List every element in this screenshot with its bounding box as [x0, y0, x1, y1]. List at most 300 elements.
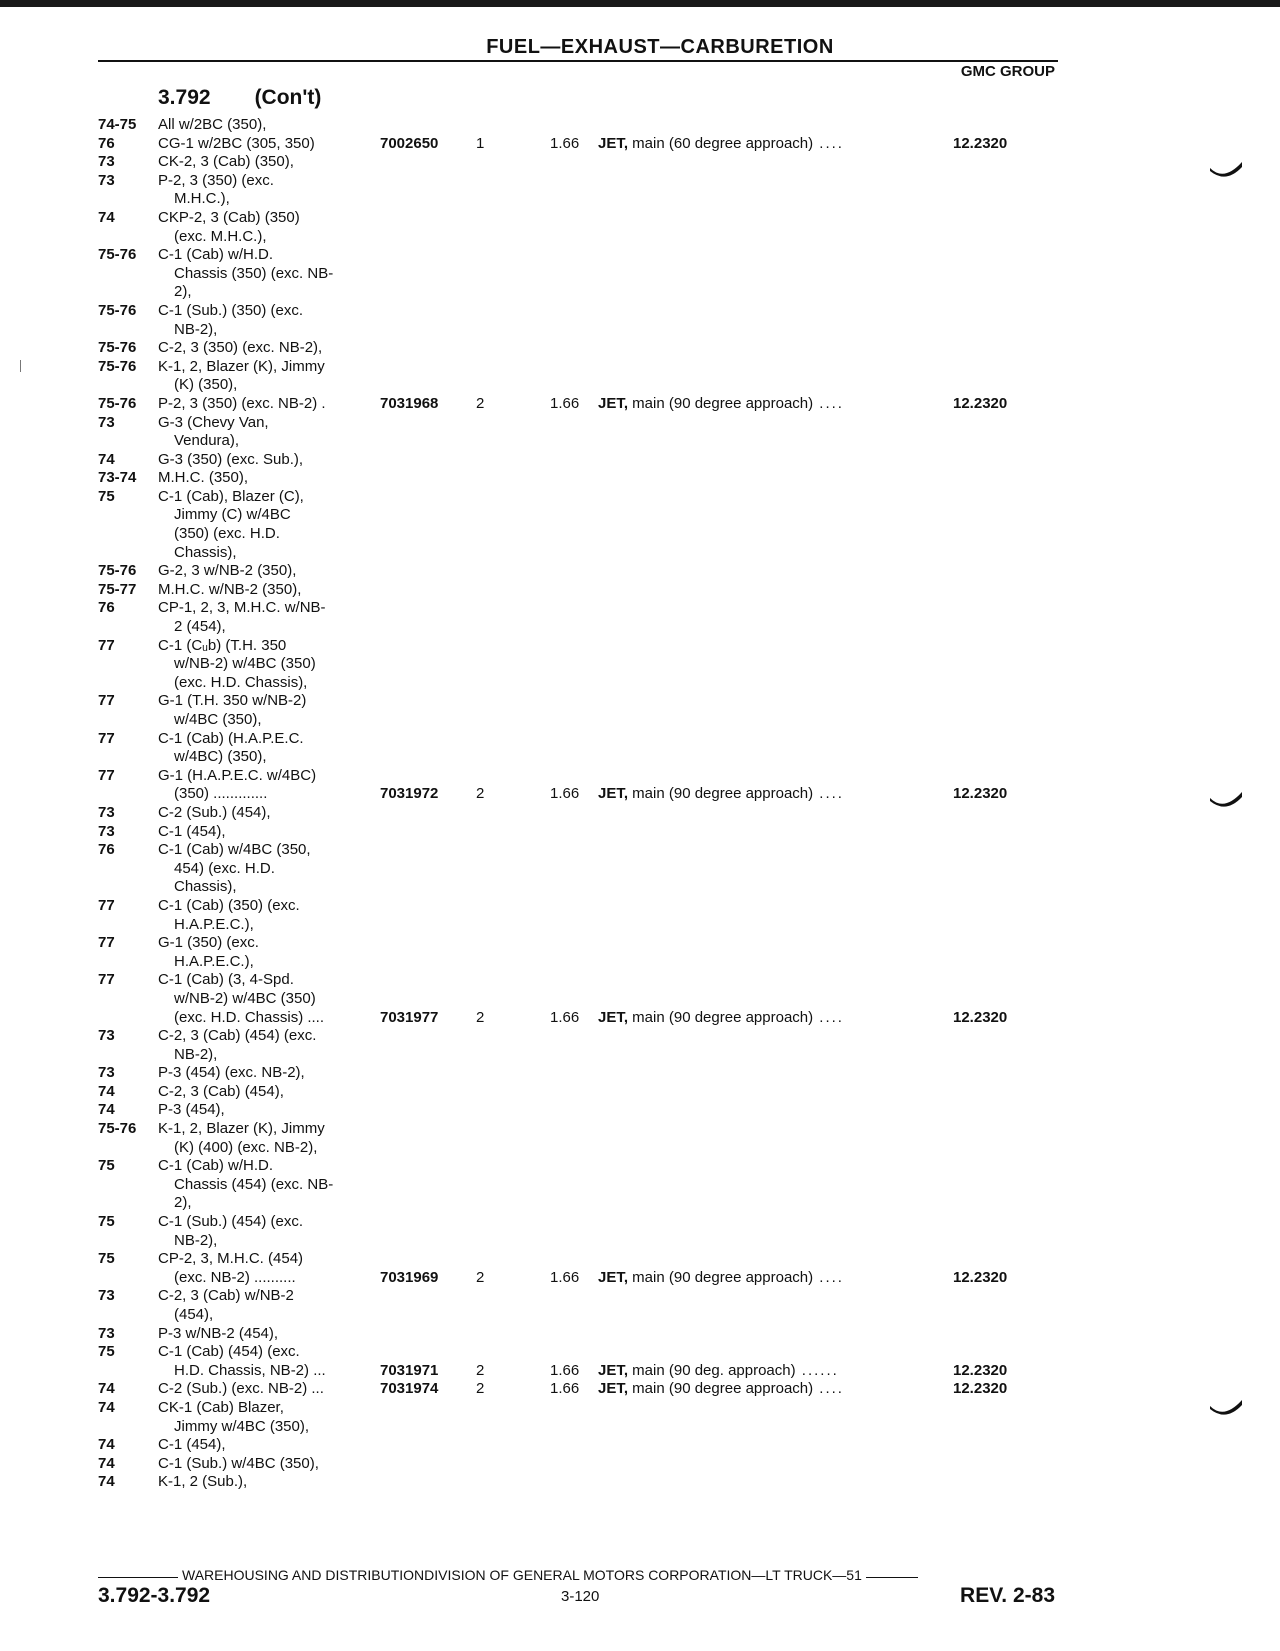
- amount: [550, 451, 598, 470]
- group-column-label: GMC GROUP: [960, 63, 1055, 80]
- quantity: [476, 1455, 550, 1474]
- application-description: [158, 1250, 380, 1287]
- amount: [550, 878, 598, 897]
- group-number: [953, 1436, 1023, 1455]
- group-number: [953, 1046, 1023, 1065]
- model-year: 74: [98, 1398, 115, 1416]
- model-year: 75-76: [98, 246, 137, 264]
- amount: [550, 1455, 598, 1474]
- description-line: H.D. Chassis, NB-2) ...: [174, 1361, 326, 1379]
- table-row: [98, 1399, 1058, 1436]
- model-year: 74: [98, 1436, 115, 1454]
- description-line: (exc. M.H.C.),: [174, 227, 267, 245]
- table-row: [98, 637, 1058, 693]
- part-name: [598, 823, 953, 842]
- part-name: [598, 1009, 953, 1028]
- quantity: 2: [476, 394, 485, 412]
- model-year: 73: [98, 153, 115, 171]
- table-row: [98, 246, 1058, 302]
- amount: [550, 1139, 598, 1158]
- application-description: [158, 897, 380, 934]
- model-year: 73-74: [98, 469, 137, 487]
- description-line: Chassis (454) (exc. NB-: [174, 1175, 334, 1193]
- part-name: [598, 153, 953, 172]
- group-number: 12.2320: [953, 785, 1008, 803]
- amount: [550, 1436, 598, 1455]
- quantity: [476, 1101, 550, 1120]
- amount: [550, 1194, 598, 1213]
- quantity: [476, 804, 550, 823]
- description-line: K-1, 2 (Sub.),: [158, 1473, 248, 1491]
- part-number: [380, 1418, 476, 1437]
- part-number: [380, 153, 476, 172]
- header-rule: [98, 60, 1058, 62]
- part-name: [598, 1418, 953, 1437]
- description-line: CP-1, 2, 3, M.H.C. w/NB-: [158, 599, 326, 617]
- description-line: CG-1 w/2BC (305, 350): [158, 134, 315, 152]
- application-description: [158, 302, 380, 339]
- revision-label: REV. 2-83: [960, 1584, 1055, 1607]
- part-name: [598, 469, 953, 488]
- group-number: [953, 1418, 1023, 1437]
- description-line: NB-2),: [174, 1231, 218, 1249]
- part-name: [598, 1046, 953, 1065]
- model-year: 75-76: [98, 301, 137, 319]
- part-number: [380, 1473, 476, 1492]
- application-description: [158, 730, 380, 767]
- quantity: [476, 562, 550, 581]
- application-description: [158, 1473, 380, 1492]
- part-name: [598, 1362, 953, 1381]
- leader-dots: ....: [813, 394, 844, 412]
- part-name: [598, 711, 953, 730]
- description-line: M.H.C. w/NB-2 (350),: [158, 580, 302, 598]
- part-name-detail: main (90 degree approach): [628, 785, 814, 803]
- continued-label: (Con't): [254, 86, 322, 109]
- description-line: K-1, 2, Blazer (K), Jimmy: [158, 1120, 325, 1138]
- amount: [550, 376, 598, 395]
- amount: [550, 562, 598, 581]
- group-number: [953, 116, 1023, 135]
- quantity: [476, 878, 550, 897]
- description-line: P-3 w/NB-2 (454),: [158, 1324, 279, 1342]
- application-description: [158, 172, 380, 209]
- application-description: [158, 1287, 380, 1324]
- part-name: [598, 1269, 953, 1288]
- table-row: [98, 1120, 1058, 1157]
- model-year: 77: [98, 934, 115, 952]
- description-line: Jimmy w/4BC (350),: [174, 1417, 310, 1435]
- part-name: [598, 1101, 953, 1120]
- group-number: [953, 451, 1023, 470]
- application-description: [158, 1436, 380, 1455]
- part-number: [380, 674, 476, 693]
- amount: [550, 469, 598, 488]
- model-year: 77: [98, 896, 115, 914]
- part-name: [598, 339, 953, 358]
- part-number: [380, 1194, 476, 1213]
- group-number: [953, 228, 1023, 247]
- amount: [550, 1325, 598, 1344]
- table-row: [98, 1455, 1058, 1474]
- model-year: 77: [98, 692, 115, 710]
- amount: [550, 953, 598, 972]
- application-description: [158, 469, 380, 488]
- part-number: [380, 1325, 476, 1344]
- parts-list: [98, 116, 1058, 1492]
- table-row: [98, 1287, 1058, 1324]
- description-line: C-1 (Cab) (3, 4-Spd.: [158, 971, 294, 989]
- application-description: [158, 767, 380, 804]
- part-number: 7031977: [380, 1008, 439, 1026]
- application-description: [158, 1325, 380, 1344]
- description-line: 2 (454),: [174, 618, 226, 636]
- quantity: 2: [476, 1361, 485, 1379]
- description-line: C-2 (Sub.) (454),: [158, 803, 271, 821]
- model-year: 75: [98, 1343, 115, 1361]
- description-line: 454) (exc. H.D.: [174, 859, 275, 877]
- part-name-detail: main (90 degree approach): [628, 1008, 814, 1026]
- model-year: 77: [98, 729, 115, 747]
- application-description: [158, 804, 380, 823]
- group-number: [953, 674, 1023, 693]
- part-name: [598, 562, 953, 581]
- group-number: [953, 153, 1023, 172]
- quantity: 1: [476, 134, 485, 152]
- part-name-detail: main (60 degree approach): [628, 134, 814, 152]
- application-description: [158, 562, 380, 581]
- description-line: w/4BC (350),: [174, 711, 262, 728]
- table-row: [98, 730, 1058, 767]
- group-number: [953, 562, 1023, 581]
- description-line: C-1 (Cab) w/4BC (350,: [158, 841, 311, 859]
- part-name-detail: main (90 deg. approach): [628, 1361, 796, 1379]
- description-line: w/NB-2) w/4BC (350): [174, 655, 316, 673]
- model-year: 76: [98, 841, 115, 859]
- description-line: C-2, 3 (Cab) (454),: [158, 1082, 284, 1100]
- group-number: [953, 1139, 1023, 1158]
- part-name: [598, 228, 953, 247]
- part-name: [598, 1083, 953, 1102]
- table-row: [98, 1473, 1058, 1492]
- amount: [550, 116, 598, 135]
- table-row: [98, 302, 1058, 339]
- part-number: [380, 1436, 476, 1455]
- table-row: [98, 469, 1058, 488]
- amount: [550, 618, 598, 637]
- description-line: Chassis),: [174, 543, 237, 561]
- part-name: [598, 581, 953, 600]
- group-number: [953, 190, 1023, 209]
- application-description: [158, 581, 380, 600]
- quantity: [476, 190, 550, 209]
- part-number: [380, 1046, 476, 1065]
- top-border-rule: [0, 0, 1280, 7]
- application-description: [158, 1380, 380, 1399]
- group-number: [953, 1194, 1023, 1213]
- model-year: 75-76: [98, 1120, 137, 1138]
- description-line: C-2, 3 (Cab) w/NB-2: [158, 1287, 294, 1305]
- table-row: [98, 599, 1058, 636]
- description-line: C-1 (Sub.) w/4BC (350),: [158, 1454, 319, 1472]
- part-name: [598, 916, 953, 935]
- model-year: 77: [98, 766, 115, 784]
- model-year: 74: [98, 1454, 115, 1472]
- part-number: [380, 804, 476, 823]
- description-line: Jimmy (C) w/4BC: [174, 506, 291, 524]
- application-description: [158, 1101, 380, 1120]
- description-line: 2),: [174, 1194, 192, 1212]
- application-description: [158, 637, 380, 693]
- group-number: [953, 1064, 1023, 1083]
- application-description: [158, 209, 380, 246]
- amount: [550, 339, 598, 358]
- part-name-detail: main (90 degree approach): [628, 394, 814, 412]
- model-year: 75-76: [98, 339, 137, 357]
- sub-section-heading: [158, 86, 321, 110]
- amount: [550, 283, 598, 302]
- part-number: [380, 451, 476, 470]
- description-line: C-2, 3 (Cab) (454) (exc.: [158, 1027, 317, 1045]
- group-number: 12.2320: [953, 1380, 1008, 1398]
- description-line: P-3 (454),: [158, 1101, 225, 1119]
- description-line: NB-2),: [174, 320, 218, 338]
- application-description: [158, 1120, 380, 1157]
- part-name: [598, 878, 953, 897]
- group-number: [953, 1232, 1023, 1251]
- description-line: CKP-2, 3 (Cab) (350): [158, 208, 300, 226]
- model-year: 73: [98, 1064, 115, 1082]
- description-line: (exc. H.D. Chassis),: [174, 673, 308, 691]
- group-number: [953, 916, 1023, 935]
- model-year: 73: [98, 1287, 115, 1305]
- part-number: [380, 711, 476, 730]
- description-line: G-3 (Chevy Van,: [158, 413, 269, 431]
- group-number: [953, 283, 1023, 302]
- binder-ring-icon: [1210, 792, 1242, 810]
- table-row: [98, 414, 1058, 451]
- quantity: [476, 544, 550, 563]
- application-description: [158, 451, 380, 470]
- application-description: [158, 246, 380, 302]
- model-year: 74: [98, 1082, 115, 1100]
- description-line: CK-2, 3 (Cab) (350),: [158, 153, 294, 171]
- quantity: [476, 1473, 550, 1492]
- part-number: [380, 116, 476, 135]
- part-number: [380, 878, 476, 897]
- model-year: 75-76: [98, 562, 137, 580]
- table-row: [98, 153, 1058, 172]
- section-title: FUEL—EXHAUST—CARBURETION: [486, 36, 834, 58]
- application-description: [158, 135, 380, 154]
- part-number: [380, 1306, 476, 1325]
- amount: [550, 711, 598, 730]
- footer-rule-right: [866, 1577, 918, 1578]
- model-year: 74: [98, 1473, 115, 1491]
- description-line: G-1 (H.A.P.E.C. w/4BC): [158, 766, 317, 784]
- part-number: [380, 228, 476, 247]
- part-name: [598, 395, 953, 414]
- model-year: 77: [98, 971, 115, 989]
- amount: 1.66: [550, 134, 580, 152]
- model-year: 74: [98, 1101, 115, 1119]
- quantity: [476, 1436, 550, 1455]
- table-row: [98, 451, 1058, 470]
- part-number: [380, 1064, 476, 1083]
- amount: 1.66: [550, 1008, 580, 1026]
- amount: [550, 190, 598, 209]
- part-name: [598, 451, 953, 470]
- table-row: [98, 1027, 1058, 1064]
- part-name: [598, 1473, 953, 1492]
- part-name: [598, 1064, 953, 1083]
- application-description: [158, 153, 380, 172]
- description-line: P-3 (454) (exc. NB-2),: [158, 1064, 305, 1082]
- part-name: [598, 785, 953, 804]
- part-name-keyword: JET,: [598, 1380, 629, 1398]
- part-name: [598, 1194, 953, 1213]
- description-line: C-2, 3 (350) (exc. NB-2),: [158, 339, 323, 357]
- quantity: [476, 823, 550, 842]
- quantity: [476, 283, 550, 302]
- table-row: [98, 562, 1058, 581]
- footer-org-text: WAREHOUSING AND DISTRIBUTIONDIVISION OF GENERAL MOTORS CORPORATION—LT TRUCK—51: [182, 1567, 862, 1583]
- quantity: [476, 228, 550, 247]
- part-name: [598, 953, 953, 972]
- application-description: [158, 1455, 380, 1474]
- part-number: 7002650: [380, 134, 439, 152]
- table-row: [98, 1083, 1058, 1102]
- quantity: 2: [476, 785, 485, 803]
- quantity: 2: [476, 1380, 485, 1398]
- group-number: [953, 618, 1023, 637]
- model-year: 75: [98, 487, 115, 505]
- table-row: [98, 1380, 1058, 1399]
- quantity: [476, 953, 550, 972]
- table-row: [98, 692, 1058, 729]
- table-row: [98, 172, 1058, 209]
- part-number: [380, 581, 476, 600]
- table-row: [98, 823, 1058, 842]
- description-line: w/NB-2) w/4BC (350): [174, 989, 316, 1007]
- amount: [550, 153, 598, 172]
- model-year: 75: [98, 1157, 115, 1175]
- quantity: [476, 451, 550, 470]
- amount: [550, 916, 598, 935]
- description-line: (exc. H.D. Chassis) ....: [174, 1008, 325, 1026]
- description-line: C-1 (454),: [158, 1436, 226, 1454]
- part-name: [598, 1455, 953, 1474]
- part-number: [380, 953, 476, 972]
- quantity: [476, 1418, 550, 1437]
- table-row: [98, 934, 1058, 971]
- description-line: G-3 (350) (exc. Sub.),: [158, 450, 304, 468]
- amount: 1.66: [550, 1268, 580, 1286]
- amount: [550, 228, 598, 247]
- table-row: [98, 116, 1058, 135]
- application-description: [158, 1064, 380, 1083]
- part-name: [598, 376, 953, 395]
- part-name: [598, 1232, 953, 1251]
- table-row: [98, 1436, 1058, 1455]
- part-number: [380, 469, 476, 488]
- description-line: Chassis),: [174, 878, 237, 896]
- group-number: [953, 1083, 1023, 1102]
- quantity: [476, 1046, 550, 1065]
- application-description: [158, 692, 380, 729]
- part-number: [380, 823, 476, 842]
- part-number: [380, 1101, 476, 1120]
- amount: [550, 1064, 598, 1083]
- application-description: [158, 1083, 380, 1102]
- description-line: C-1 (Cab) (454) (exc.: [158, 1343, 300, 1361]
- binder-ring-icon: [1210, 162, 1242, 180]
- description-line: G-2, 3 w/NB-2 (350),: [158, 562, 297, 580]
- description-line: C-1 (Sub.) (350) (exc.: [158, 301, 304, 319]
- amount: [550, 432, 598, 451]
- part-name: [598, 116, 953, 135]
- footer-rule-left: [98, 1577, 178, 1578]
- application-description: [158, 1343, 380, 1380]
- amount: [550, 321, 598, 340]
- group-number: 12.2320: [953, 1268, 1008, 1286]
- table-row: [98, 767, 1058, 804]
- model-year: 73: [98, 1324, 115, 1342]
- table-row: [98, 488, 1058, 562]
- quantity: [476, 432, 550, 451]
- group-number: [953, 953, 1023, 972]
- quantity: [476, 711, 550, 730]
- model-year: 75-77: [98, 580, 137, 598]
- part-number: 7031971: [380, 1361, 439, 1379]
- table-row: [98, 841, 1058, 897]
- description-line: C-1 (Cab), Blazer (C),: [158, 487, 304, 505]
- table-row: [98, 358, 1058, 395]
- description-line: C-1 (454),: [158, 822, 226, 840]
- quantity: [476, 1194, 550, 1213]
- quantity: [476, 674, 550, 693]
- description-line: CK-1 (Cab) Blazer,: [158, 1398, 284, 1416]
- application-description: [158, 395, 380, 414]
- part-name-detail: main (90 degree approach): [628, 1268, 814, 1286]
- part-number: [380, 562, 476, 581]
- model-year: 74: [98, 1380, 115, 1398]
- group-number: [953, 1101, 1023, 1120]
- group-number: [953, 339, 1023, 358]
- application-description: [158, 339, 380, 358]
- part-name: [598, 432, 953, 451]
- model-year: 74: [98, 208, 115, 226]
- application-description: [158, 488, 380, 562]
- amount: [550, 544, 598, 563]
- description-line: NB-2),: [174, 1045, 218, 1063]
- description-line: w/4BC) (350),: [174, 748, 267, 766]
- description-line: H.A.P.E.C.),: [174, 915, 254, 933]
- application-description: [158, 414, 380, 451]
- description-line: C-2 (Sub.) (exc. NB-2) ...: [158, 1380, 324, 1398]
- amount: [550, 748, 598, 767]
- amount: [550, 1046, 598, 1065]
- table-row: [98, 209, 1058, 246]
- group-number: [953, 823, 1023, 842]
- part-number: [380, 1139, 476, 1158]
- description-line: M.H.C. (350),: [158, 469, 249, 487]
- model-year: 75-76: [98, 394, 137, 412]
- model-year: 75-76: [98, 357, 137, 375]
- part-name: [598, 135, 953, 154]
- quantity: 2: [476, 1268, 485, 1286]
- part-name-detail: main (90 degree approach): [628, 1380, 814, 1398]
